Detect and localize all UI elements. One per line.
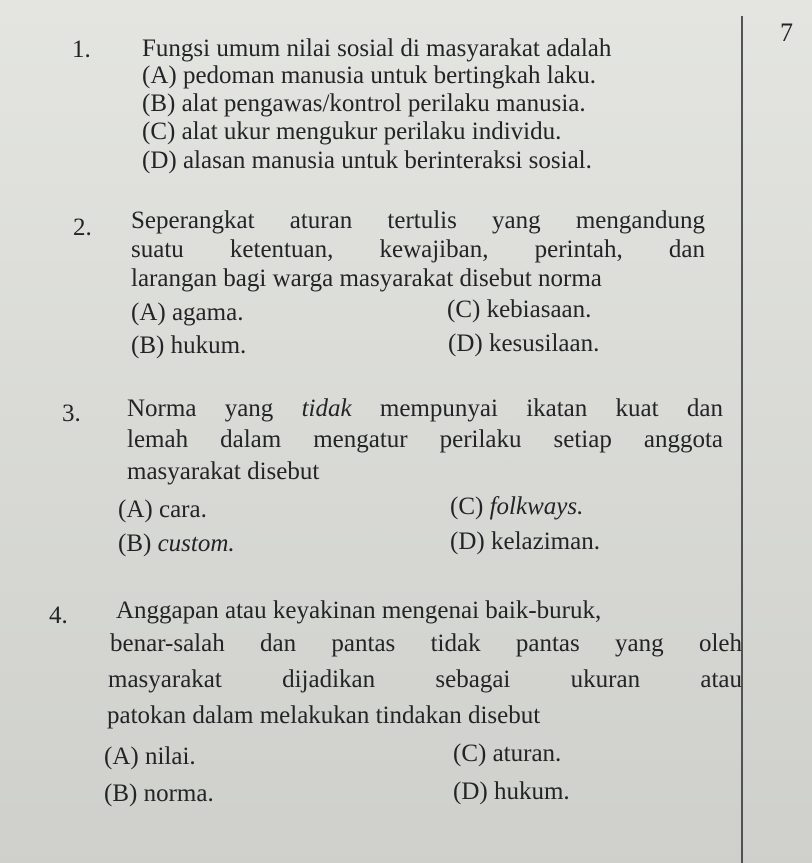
option-b: (B) norma.	[104, 780, 214, 807]
question-stem-line-4: patokan dalam melakukan tindakan disebut	[107, 702, 541, 729]
page-number: 7	[780, 18, 793, 47]
option-a: (A) agama.	[131, 299, 244, 326]
option-a: (A) cara.	[118, 496, 207, 523]
option-c: (C) kebiasaan.	[447, 296, 592, 323]
option-d: (D) kelaziman.	[450, 528, 600, 555]
option-b: (B) custom.	[118, 530, 235, 557]
question-stem-line-1: Seperangkat aturan tertulis yang mengandung	[131, 207, 705, 234]
option-a: (A) nilai.	[104, 743, 196, 770]
option-c: (C) aturan.	[453, 740, 562, 767]
question-stem-line-2: lemah dalam mengatur perilaku setiap anggota	[127, 426, 723, 453]
question-stem-line-3: masyarakat dijadikan sebagai ukuran atau	[108, 666, 742, 693]
option-d: (D) alasan manusia untuk berinteraksi sosial.	[142, 147, 592, 174]
question-stem-line-2: suatu ketentuan, kewajiban, perintah, dan	[131, 236, 705, 263]
option-b: (B) hukum.	[131, 332, 247, 359]
option-a: (A) pedoman manusia untuk bertingkah laku.	[142, 62, 597, 89]
option-c: (C) alat ukur mengukur perilaku individu.	[142, 118, 562, 145]
margin-rule	[741, 16, 743, 863]
question-stem-line-1: Norma yang tidak mempunyai ikatan kuat dan	[127, 395, 723, 422]
option-d: (D) hukum.	[453, 778, 570, 805]
question-number: 3.	[62, 400, 81, 427]
option-b: (B) alat pengawas/kontrol perilaku manusia.	[142, 90, 586, 117]
option-d: (D) kesusilaan.	[448, 330, 600, 357]
question-stem: Fungsi umum nilai sosial di masyarakat adalah	[142, 35, 612, 62]
question-stem-line-2: benar-salah dan pantas tidak pantas yang oleh	[110, 630, 742, 657]
option-c: (C) folkways.	[450, 493, 584, 520]
question-stem-line-3: masyarakat disebut	[127, 458, 320, 485]
question-number: 4.	[49, 602, 68, 629]
question-number: 2.	[73, 214, 92, 241]
question-number: 1.	[72, 36, 91, 63]
question-stem-line-3: larangan bagi warga masyarakat disebut norma	[131, 265, 602, 292]
question-stem-line-1: Anggapan atau keyakinan mengenai baik-buruk,	[116, 597, 602, 624]
